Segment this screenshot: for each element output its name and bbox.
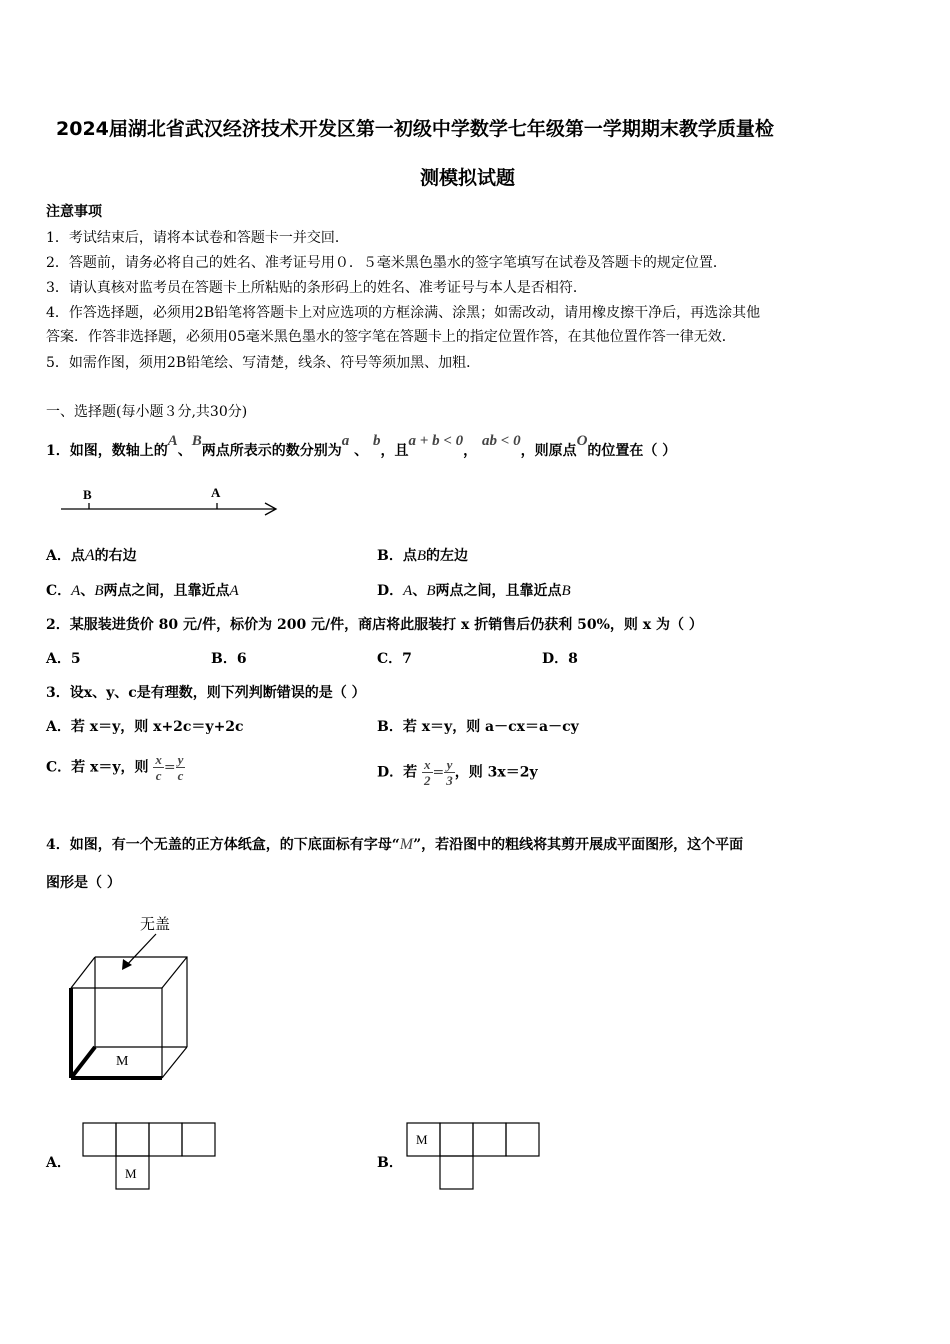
net-b-m-label: M [416, 1132, 428, 1147]
q2-option-b: B．6 [211, 651, 247, 667]
number-line-figure [55, 482, 285, 522]
question-4-text-line2: 图形是（ ） [46, 875, 121, 891]
question-4-text-line1: 4．如图，有一个无盖的正方体纸盒，的下底面标有字母“M”，若沿图中的粗线将其剪开展成平面图形，这个平面 [46, 836, 744, 853]
open-cube-figure [60, 910, 200, 1085]
cube-no-lid-label: 无盖 [140, 917, 171, 933]
notice-item: 答案．作答非选择题，必须用05毫米黑色墨水的签字笔在答题卡上的指定位置作答，在其他位置作答一律无效． [46, 329, 736, 345]
net-a-m-label: M [125, 1166, 137, 1181]
q3-option-d: D．若 $\frac{x}{2}$ = $\frac{y}{3}$ ，则 3x＝2y [377, 757, 538, 788]
q4-option-b: B． [377, 1155, 403, 1171]
number-line-label-b: B [83, 487, 92, 502]
notice-item: 4．作答选择题，必须用2B铅笔将答题卡上对应选项的方框涂满、涂黑；如需改动，请用橡皮擦干净后，再选涂其他 [46, 305, 761, 321]
question-2-text: 2．某服装进货价 80 元/件，标价为 200 元/件，商店将此服装打 x 折销售后仍获利 50%，则 x 为（ ） [46, 617, 703, 633]
q1-option-d: D．A、B两点之间，且靠近点B [377, 583, 571, 599]
notice-heading: 注意事项 [46, 204, 102, 220]
q2-option-d: D．8 [542, 651, 578, 667]
question-1-text: 1．如图，数轴上的A、B两点所表示的数分别为a 、 b，且a + b < 0， ab < 0，则原点O的位置在（ ） [46, 433, 677, 459]
number-line-label-a: A [211, 485, 221, 500]
q1-option-b: B．点B的左边 [377, 548, 469, 564]
q1-option-a: A．点A的右边 [46, 547, 137, 564]
net-figure-a [80, 1120, 220, 1192]
notice-item: 5．如需作图，须用2B铅笔绘、写清楚，线条、符号等须加黑、加粗． [46, 355, 481, 371]
net-figure-b [404, 1120, 544, 1192]
question-3-text: 3．设x、y、c是有理数，则下列判断错误的是（ ） [46, 685, 366, 701]
q1-option-c: C．A、B两点之间，且靠近点A [46, 583, 239, 599]
notice-item: 1．考试结束后，请将本试卷和答题卡一并交回． [46, 230, 349, 246]
section-heading: 一、选择题(每小题３分,共30分) [46, 404, 248, 420]
q2-option-c: C．7 [377, 651, 412, 667]
q2-option-a: A．5 [46, 651, 81, 667]
notice-item: 3．请认真核对监考员在答题卡上所粘贴的条形码上的姓名、准考证号与本人是否相符． [46, 280, 587, 296]
page-title-line1: 2024届湖北省武汉经济技术开发区第一初级中学数学七年级第一学期期末教学质量检 [56, 118, 774, 140]
page-title-line2: 测模拟试题 [420, 167, 516, 189]
q3-option-c: C．若 x＝y，则 $\frac{x}{c}$ = $\frac{y}{c}$ [46, 752, 184, 783]
q3-option-b: B．若 x＝y，则 a－cx＝a－cy [377, 719, 579, 735]
cube-m-label: M [116, 1054, 129, 1069]
q3-option-a: A．若 x＝y，则 x+2c＝y+2c [46, 719, 244, 735]
q4-option-a: A． [46, 1155, 71, 1171]
notice-item: 2．答题前，请务必将自己的姓名、准考证号用０．５毫米黑色墨水的签字笔填写在试卷及答题卡的规定位置． [46, 255, 727, 271]
